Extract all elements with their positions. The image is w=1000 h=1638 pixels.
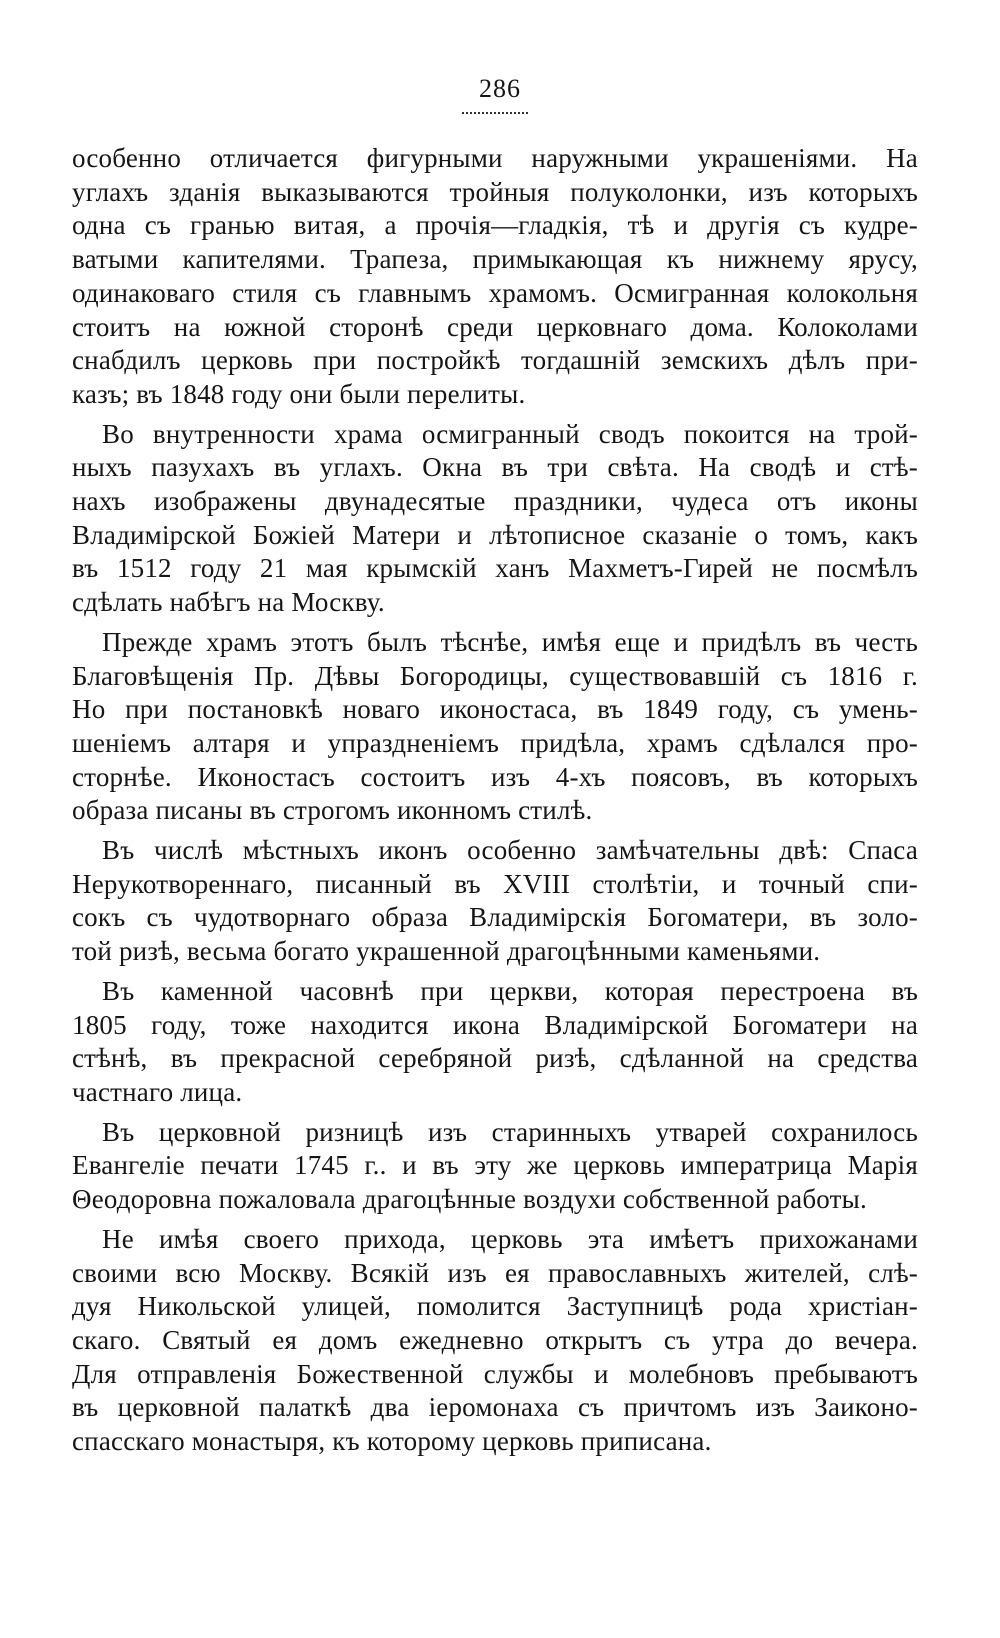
text-line: стѣнѣ, въ прекрасной серебряной ризѣ, сдѣланной на средства (72, 1043, 918, 1074)
text-line: сдѣлать набѣгъ на Москву. (72, 587, 385, 618)
text-line: Θеодоровна пожаловала драгоцѣнные воздухи собственной работы. (72, 1184, 867, 1215)
text-line: Во внутренности храма осмигранный сводъ покоится на трой- (102, 418, 918, 449)
text-line: образа писаны въ строгомъ иконномъ стилѣ. (72, 795, 593, 826)
text-line: дуя Никольской улицей, помолится Заступницѣ рода христіан- (72, 1291, 918, 1322)
text-line: нахъ изображены двунадесятые праздники, чудеса отъ иконы (72, 486, 918, 517)
text-line: въ церковной палаткѣ два іеромонаха съ причтомъ изъ Заиконо- (72, 1392, 918, 1423)
text-line: скаго. Святый ея домъ ежедневно открытъ съ утра до вечера. (72, 1324, 918, 1355)
text-line: частнаго лица. (72, 1076, 243, 1107)
paragraph (72, 975, 918, 1110)
text-line: Нерукотвореннаго, писанный въ XVIII столѣтіи, и точный спи- (72, 868, 918, 899)
paragraph (72, 834, 918, 969)
text-line: стоитъ на южной сторонѣ среди церковнаго дома. Колоколами (72, 311, 918, 342)
page-number: 286 (479, 74, 521, 103)
text-line: Въ числѣ мѣстныхъ иконъ особенно замѣчательны двѣ: Спаса (102, 835, 918, 866)
text-line: 1805 году, тоже находится икона Владимірской Богоматери на (72, 1009, 918, 1040)
text-line: одинаковаго стиля съ главнымъ храмомъ. Осмигранная колокольня (72, 277, 918, 308)
paragraph (72, 1223, 918, 1459)
text-line: сокъ съ чудотворнаго образа Владимірскія Богоматери, въ золо- (72, 902, 918, 933)
text-line: одна съ гранью витая, а прочія—гладкія, тѣ и другія съ кудре- (72, 210, 918, 241)
paragraph (72, 142, 918, 412)
text-line: спасскаго монастыря, къ которому церковь приписана. (72, 1426, 712, 1457)
page-number-underline (462, 112, 528, 114)
text-line: сторнѣе. Иконостасъ состоитъ изъ 4-хъ поясовъ, въ которыхъ (72, 761, 918, 792)
text-line: Для отправленія Божественной службы и молебновъ пребываютъ (72, 1358, 918, 1389)
text-line: ватыми капителями. Трапеза, примыкающая къ нижнему ярусу, (72, 244, 918, 275)
text-line: ныхъ пазухахъ въ углахъ. Окна въ три свѣта. На сводѣ и стѣ- (72, 452, 918, 483)
text-line: Но при постановкѣ новаго иконостаса, въ 1849 году, съ умень- (72, 694, 918, 725)
text-line: въ 1512 году 21 мая крымскій ханъ Махметъ-Гирей не посмѣлъ (72, 553, 918, 584)
text-line: своими всю Москву. Всякій изъ ея православныхъ жителей, слѣ- (72, 1257, 918, 1288)
text-line: Въ каменной часовнѣ при церкви, которая перестроена въ (102, 975, 918, 1006)
text-line: снабдилъ церковь при постройкѣ тогдашній земскихъ дѣлъ при- (72, 345, 918, 376)
text-line: казъ; въ 1848 году они были перелиты. (72, 378, 526, 409)
text-line: Прежде храмъ этотъ былъ тѣснѣе, имѣя еще и придѣлъ въ честь (102, 626, 918, 657)
text-line: углахъ зданія выказываются тройныя полуколонки, изъ которыхъ (72, 176, 918, 207)
text-line: Евангеліе печати 1745 г.. и въ эту же церковь императрица Марія (72, 1150, 918, 1181)
text-line: той ризѣ, весьма богато украшенной драгоцѣнными каменьями. (72, 936, 821, 967)
text-line: шеніемъ алтаря и упраздненіемъ придѣла, храмъ сдѣлался про- (72, 727, 918, 758)
paragraph (72, 1116, 918, 1217)
text-line: Благовѣщенія Пр. Дѣвы Богородицы, существовавшій съ 1816 г. (72, 660, 918, 691)
body-text (72, 142, 918, 1459)
text-line: особенно отличается фигурными наружными украшеніями. На (72, 143, 918, 173)
paragraph (72, 418, 918, 620)
text-line: Не имѣя своего прихода, церковь эта имѣетъ прихожанами (102, 1223, 918, 1254)
paragraph (72, 626, 918, 828)
text-line: Владимірской Божіей Матери и лѣтописное сказаніе о томъ, какъ (72, 519, 918, 550)
text-line: Въ церковной ризницѣ изъ старинныхъ утварей сохранилось (102, 1116, 918, 1147)
